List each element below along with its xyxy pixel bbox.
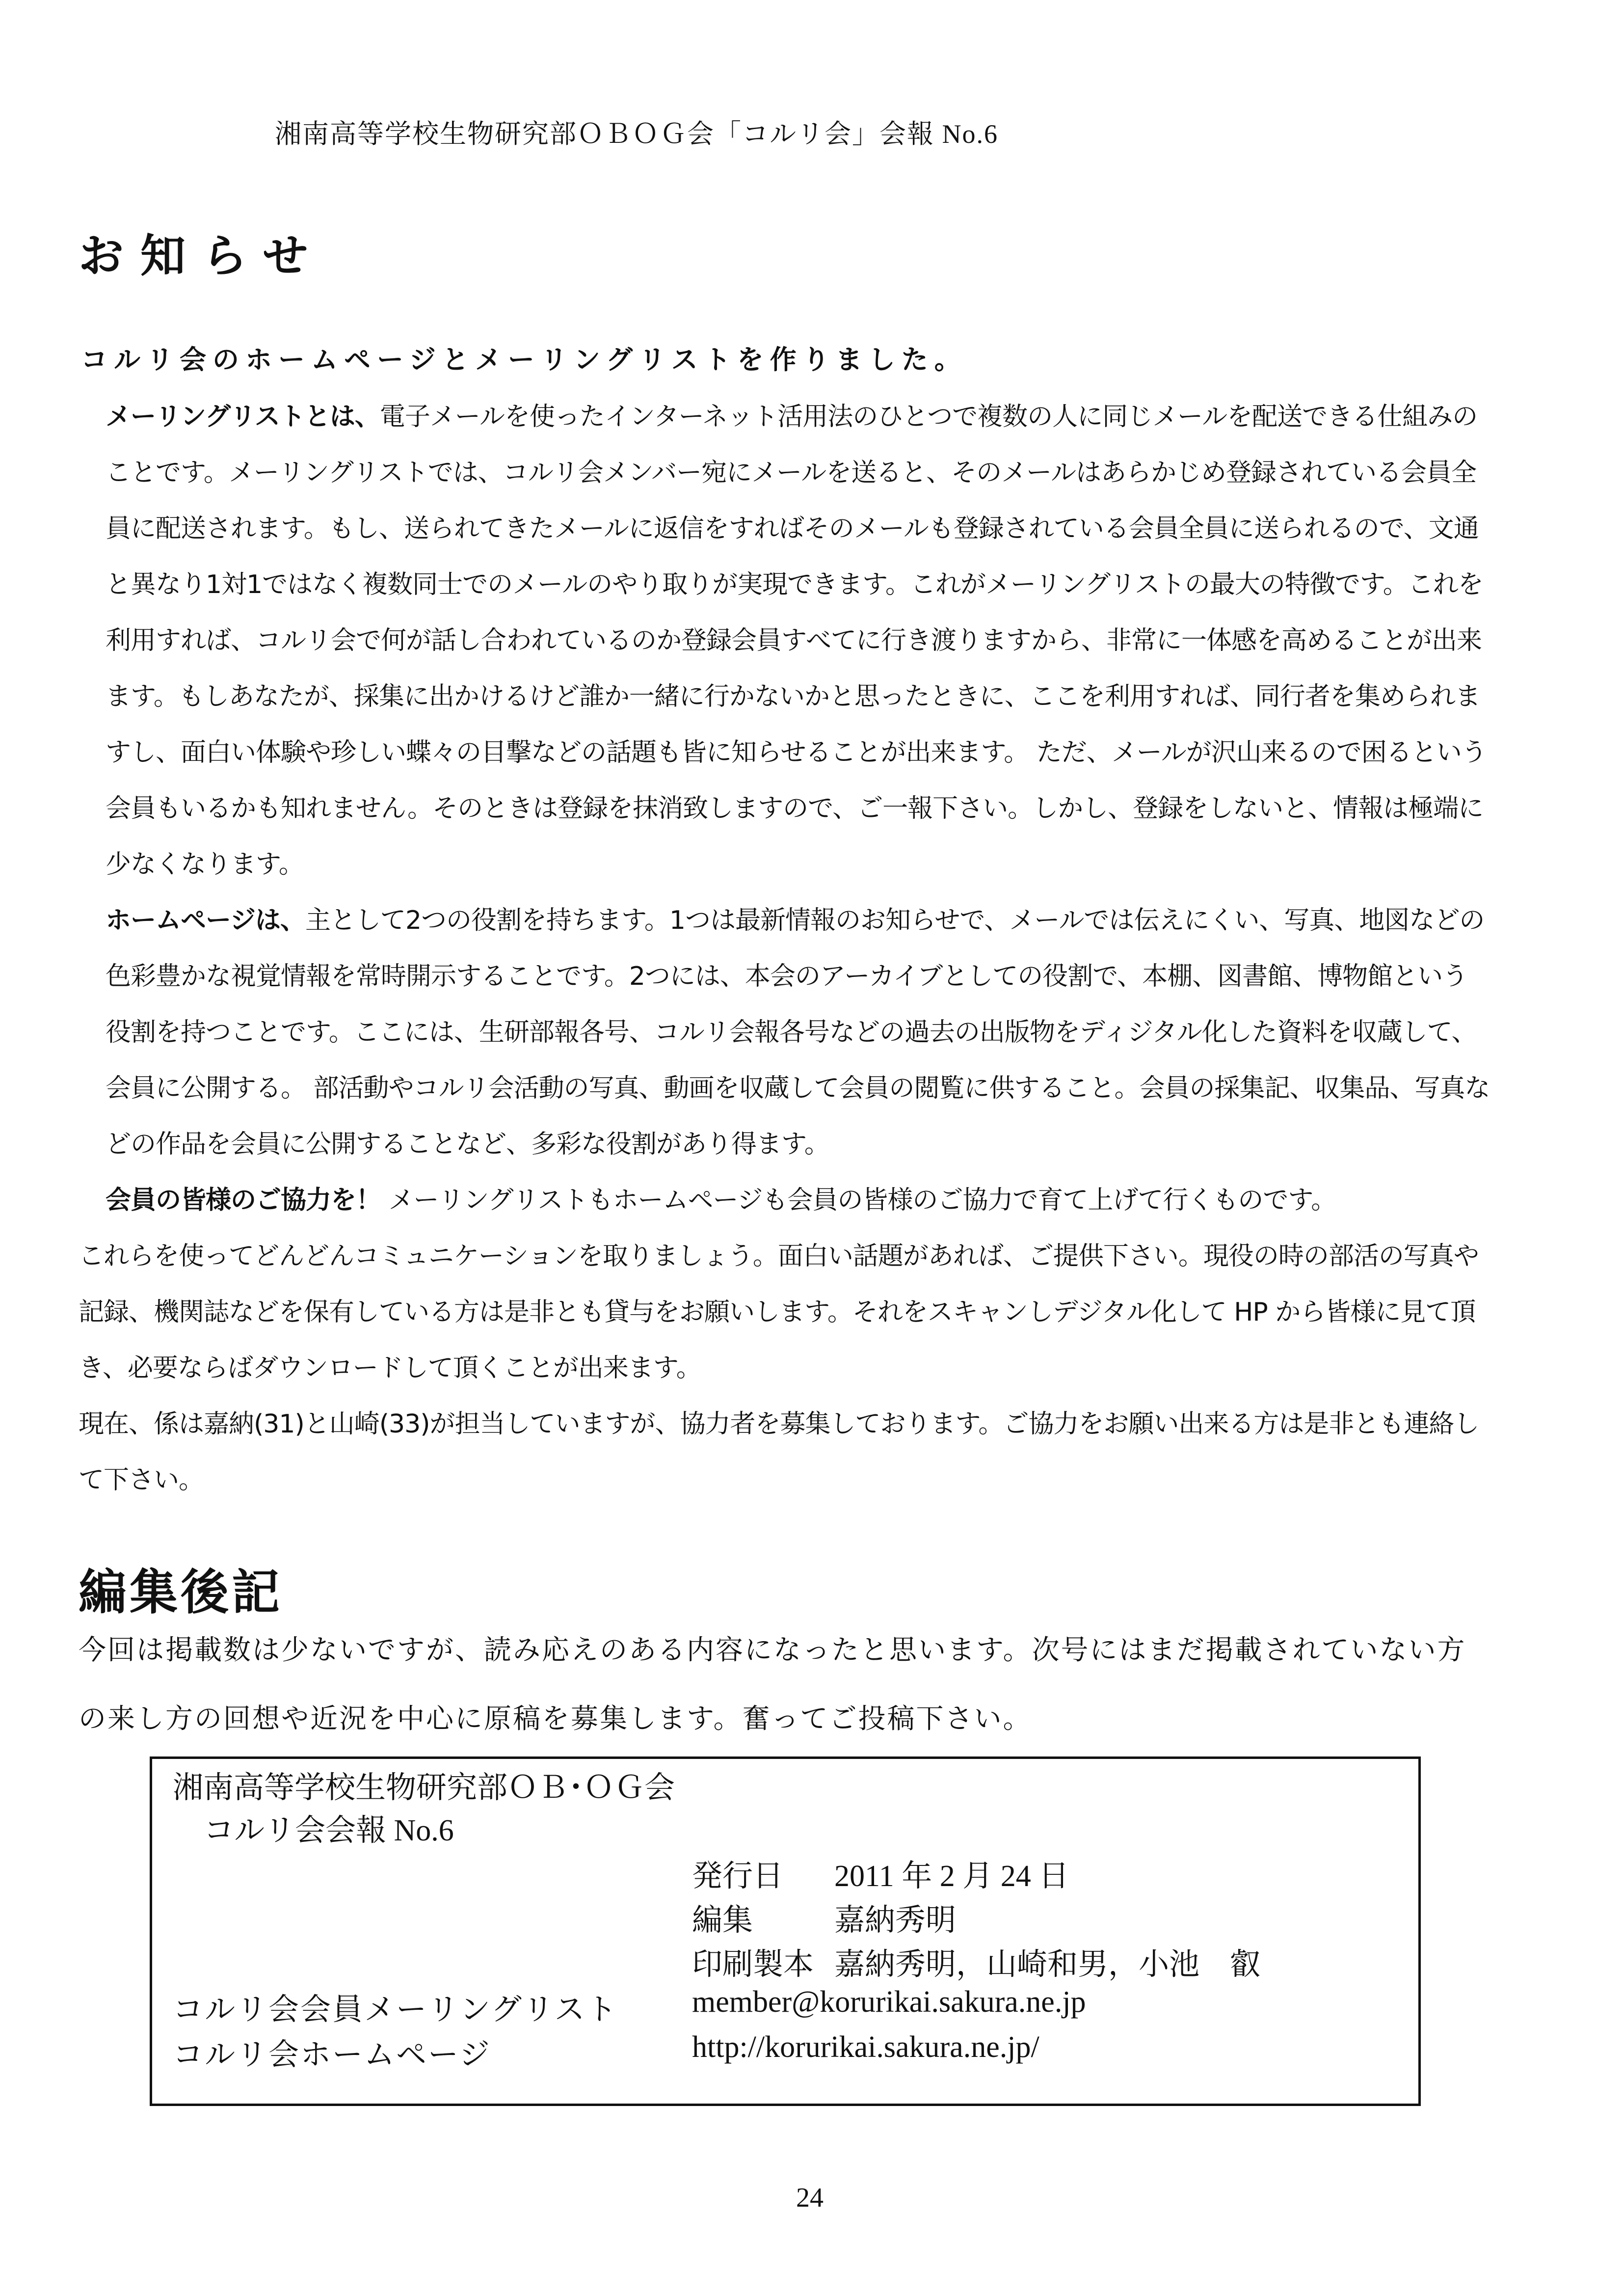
mailing-list-paragraph — [79, 389, 1492, 892]
postscript-text: 今回は掲載数は少ないですが、読み応えのある内容になったと思います。次号にはまだ掲載されていない方の来し方の回想や近況を中心に原稿を募集します。奮ってご投稿下さい。 — [79, 1635, 1466, 1734]
postscript-title: 編集後記 — [79, 1564, 283, 1621]
notice-title: お知らせ — [79, 229, 325, 282]
cooperation-paragraph — [79, 1172, 1492, 1228]
homepage-paragraph — [79, 892, 1492, 1172]
colophon-box — [150, 1756, 1421, 2106]
page-number: 24 — [796, 2183, 824, 2213]
homepage-label: コルリ会ホームページ — [173, 2038, 491, 2072]
homepage-url: http://korurikai.sakura.ne.jp/ — [692, 2030, 1039, 2064]
homepage-text: 主として2つの役割を持ちます。1つは最新情報のお知らせで、メールでは伝えにくい、写真、地図などの色彩豊かな視覚情報を常時開示することです。2つには、本会のアーカイブとしての役割で、本棚、図書館、博物館という役割を持つことです。ここには、生研部報各号、コルリ会報各号などの過去の出版物をディジタル化した資料を収蔵して、会員に公開する。 部活動やコルリ会活動の写真、動画を収蔵して会員の閲覧に供すること。会員の採集記、収集品、写真などの作品を会員に公開することなど、多彩な役割があり得ます。 — [106, 906, 1490, 1159]
postscript-body — [79, 1616, 1492, 1754]
homepage-lead: ホームページは、 — [106, 906, 305, 935]
mailing-list-label: コルリ会会員メーリングリスト — [173, 1993, 618, 2026]
issue-date-label: 発行日 — [692, 1860, 784, 1893]
cooperation-continuation: これらを使ってどんどんコミュニケーションを取りましょう。面白い話題があれば、ご提供下さい。現役の時の部活の写真や記録、機関誌などを保有している方は是非とも貸与をお願いします。それをスキャンしデジタル化して HP から皆様に見て頂き、必要ならばダウンロードして頂くことが出来ます。 — [79, 1242, 1479, 1383]
editor-name: 嘉納秀明 — [834, 1904, 957, 1937]
cooperation-lead: 会員の皆様のご協力を！ — [106, 1186, 381, 1215]
printing-names: 嘉納秀明，山崎和男，小池 叡 — [834, 1948, 1261, 1981]
running-header: 湘南高等学校生物研究部ＯＢＯＧ会「コルリ会」会報 No.6 — [275, 119, 998, 149]
colophon-organization: 湘南高等学校生物研究部ＯＢ･ＯＧ会 — [173, 1771, 675, 1805]
mailing-list-lead: メーリングリストとは、 — [106, 402, 380, 432]
notice-body — [79, 389, 1492, 1508]
mailing-list-address: member@korurikai.sakura.ne.jp — [692, 1985, 1086, 2019]
colophon-bulletin: コルリ会会報 No.6 — [204, 1814, 454, 1847]
issue-date: 2011 年 2 月 24 日 — [834, 1860, 1069, 1893]
cooperation-text: メーリングリストもホームページも会員の皆様のご協力で育て上げて行くものです。 — [381, 1186, 1336, 1215]
printing-label: 印刷製本 — [692, 1948, 814, 1981]
editor-label: 編集 — [692, 1904, 753, 1937]
contact-paragraph: 現在、係は嘉納(31)と山崎(33)が担当していますが、協力者を募集しております。ご協力をお願い出来る方は是非とも連絡して下さい。 — [79, 1409, 1479, 1495]
notice-subheading: コルリ会のホームページとメーリングリストを作りました。 — [81, 344, 967, 375]
mailing-list-text: 電子メールを使ったインターネット活用法のひとつで複数の人に同じメールを配送できる仕組みのことです。メーリングリストでは、コルリ会メンバー宛にメールを送ると、そのメールはあらかじめ登録されている会員全員に配送されます。もし、送られてきたメールに返信をすればそのメールも登録されている会員全員に送られるので、文通と異なり1対1ではなく複数同士でのメールのやり取りが実現できます。これがメーリングリストの最大の特徴です。これを利用すれば、コルリ会で何が話し合われているのか登録会員すべてに行き渡りますから、非常に一体感を高めることが出来ます。もしあなたが、採集に出かけるけど誰か一緒に行かないかと思ったときに、ここを利用すれば、同行者を集められますし、面白い体験や珍しい蝶々の目撃などの話題も皆に知らせることが出来ます。 ただ、メールが沢山来るので困るという会員もいるかも知れません。そのときは登録を抹消致しますので、ご一報下さい。しかし、登録をしないと、情報は極端に少なくなります。 — [106, 402, 1487, 879]
